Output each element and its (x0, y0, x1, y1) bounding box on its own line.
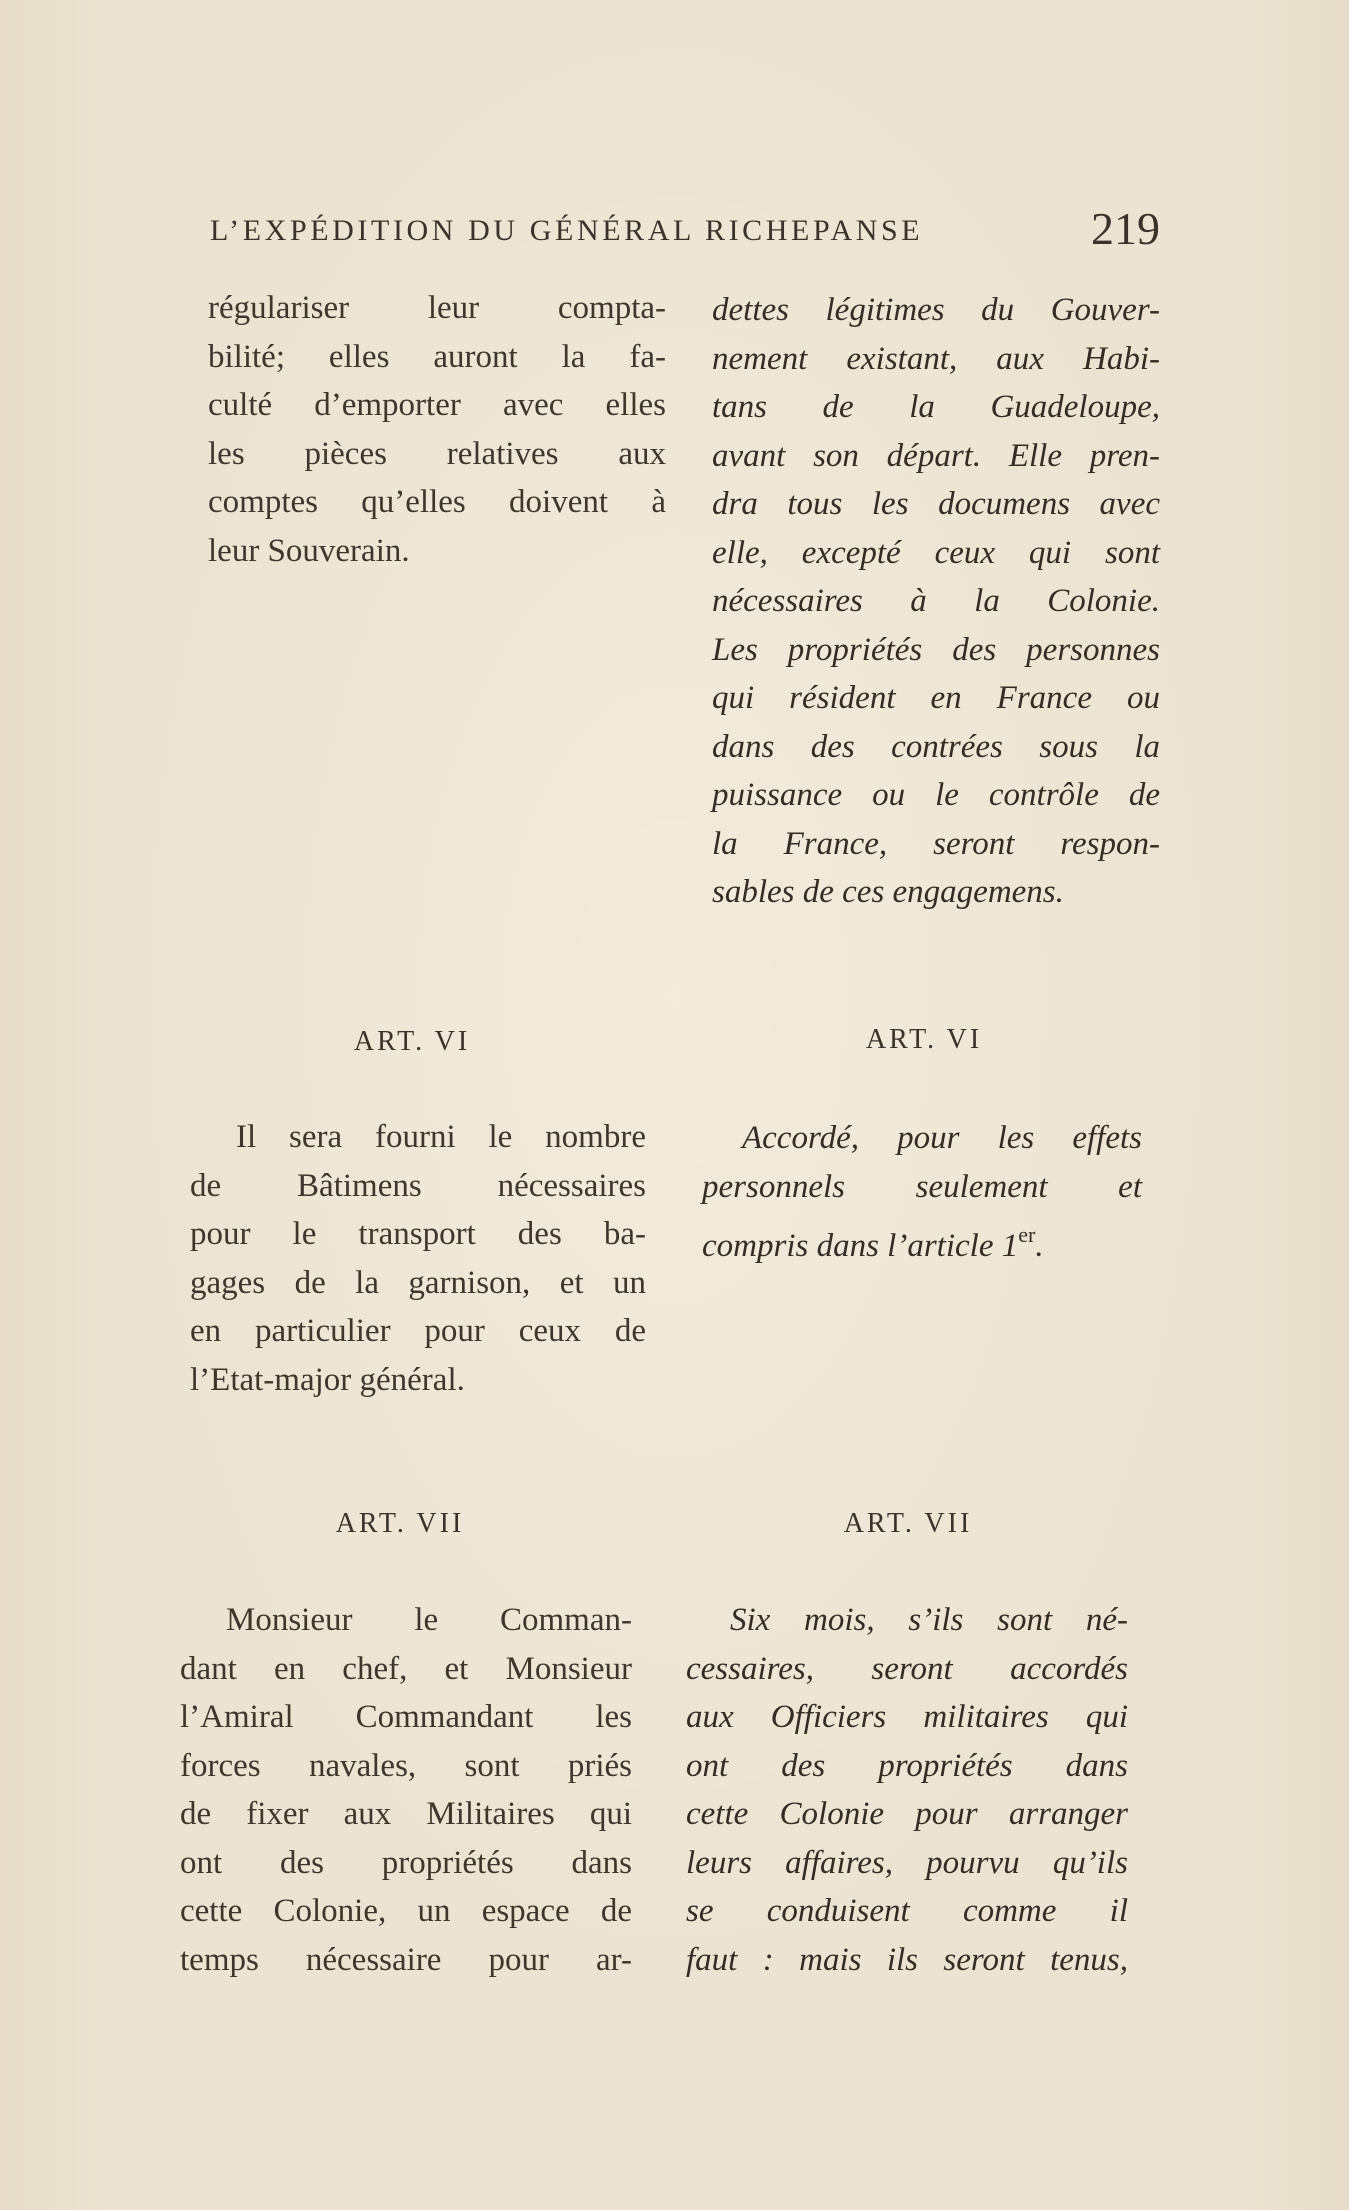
text-line: cette Colonie, un espace de (180, 1893, 632, 1929)
text-line: Accordé, pour les effets (742, 1120, 1142, 1156)
text-line: dra tous les documens avec (712, 486, 1160, 522)
text-line: Six mois, s’ils sont né- (730, 1602, 1128, 1638)
text-line: les pièces relatives aux (208, 435, 666, 472)
text-line: cette Colonie pour arranger (686, 1796, 1128, 1832)
text-line: bilité; elles auront la fa- (208, 338, 666, 375)
text-line: Monsieur le Comman- (226, 1602, 632, 1638)
article-6-right-column (702, 1114, 1142, 1271)
text-line: dans des contrées sous la (712, 728, 1160, 765)
text-line: puissance ou le contrôle de (712, 777, 1160, 813)
text-line: en particulier pour ceux de (190, 1313, 646, 1349)
text-line: nement existant, aux Habi- (712, 340, 1160, 377)
article-6-left-column (190, 1113, 646, 1404)
text-line: aux Officiers militaires qui (686, 1699, 1128, 1735)
text-line: gages de la garnison, et un (190, 1264, 646, 1301)
superscript: er (1018, 1222, 1036, 1247)
text-fragment: compris dans l’article 1 (702, 1228, 1019, 1264)
article-6-right-heading: ART. VI (865, 1024, 983, 1055)
text-line: se conduisent comme il (686, 1893, 1128, 1929)
text-line: cessaires, seront accordés (686, 1650, 1128, 1687)
text-line: elle, excepté ceux qui sont (712, 534, 1160, 571)
text-line: ont des propriétés dans (180, 1844, 632, 1881)
text-line: ont des propriétés dans (686, 1747, 1128, 1784)
page-number: 219 (1091, 203, 1160, 254)
section1-left-column (208, 284, 666, 575)
article-7-left-heading: ART. VII (335, 1508, 465, 1539)
article-6-left-heading: ART. VI (353, 1026, 471, 1057)
text-line: Les propriétés des personnes (712, 631, 1160, 668)
text-line: personnels seulement et (702, 1168, 1142, 1205)
text-fragment: . (1035, 1228, 1044, 1264)
text-line: sables de ces engagemens. (712, 874, 1064, 910)
text-line: faut : mais ils seront tenus, (686, 1941, 1128, 1978)
text-line: temps nécessaire pour ar- (180, 1941, 632, 1978)
text-line: de fixer aux Militaires qui (180, 1796, 632, 1832)
text-line: l’Amiral Commandant les (180, 1699, 632, 1735)
text-line: dant en chef, et Monsieur (180, 1650, 632, 1687)
text-line (702, 1211, 1142, 1271)
text-line: la France, seront respon- (712, 825, 1160, 862)
section1-right-column (712, 286, 1160, 917)
text-line: l’Etat-major général. (190, 1361, 465, 1398)
running-title: L’EXPÉDITION DU GÉNÉRAL RICHEPANSE (210, 214, 924, 247)
text-line: régulariser leur compta- (208, 290, 666, 326)
text-line: comptes qu’elles doivent à (208, 484, 666, 520)
text-line: dettes légitimes du Gouver- (712, 292, 1160, 328)
text-line: Il sera fourni le nombre (236, 1119, 646, 1155)
text-line: leurs affaires, pourvu qu’ils (686, 1844, 1128, 1881)
text-line: culté d’emporter avec elles (208, 387, 666, 423)
running-head (210, 202, 1160, 262)
text-line: forces navales, sont priés (180, 1747, 632, 1784)
article-7-right-column (686, 1596, 1128, 1984)
text-line: tans de la Guadeloupe, (712, 389, 1160, 425)
article-7-right-heading: ART. VII (843, 1508, 973, 1539)
article-7-left-column (180, 1596, 632, 1984)
text-line: de Bâtimens nécessaires (190, 1167, 646, 1204)
text-line: pour le transport des ba- (190, 1216, 646, 1252)
text-line: nécessaires à la Colonie. (712, 583, 1160, 619)
text-line: qui résident en France ou (712, 680, 1160, 716)
text-line: avant son départ. Elle pren- (712, 437, 1160, 474)
text-line: leur Souverain. (208, 532, 410, 569)
